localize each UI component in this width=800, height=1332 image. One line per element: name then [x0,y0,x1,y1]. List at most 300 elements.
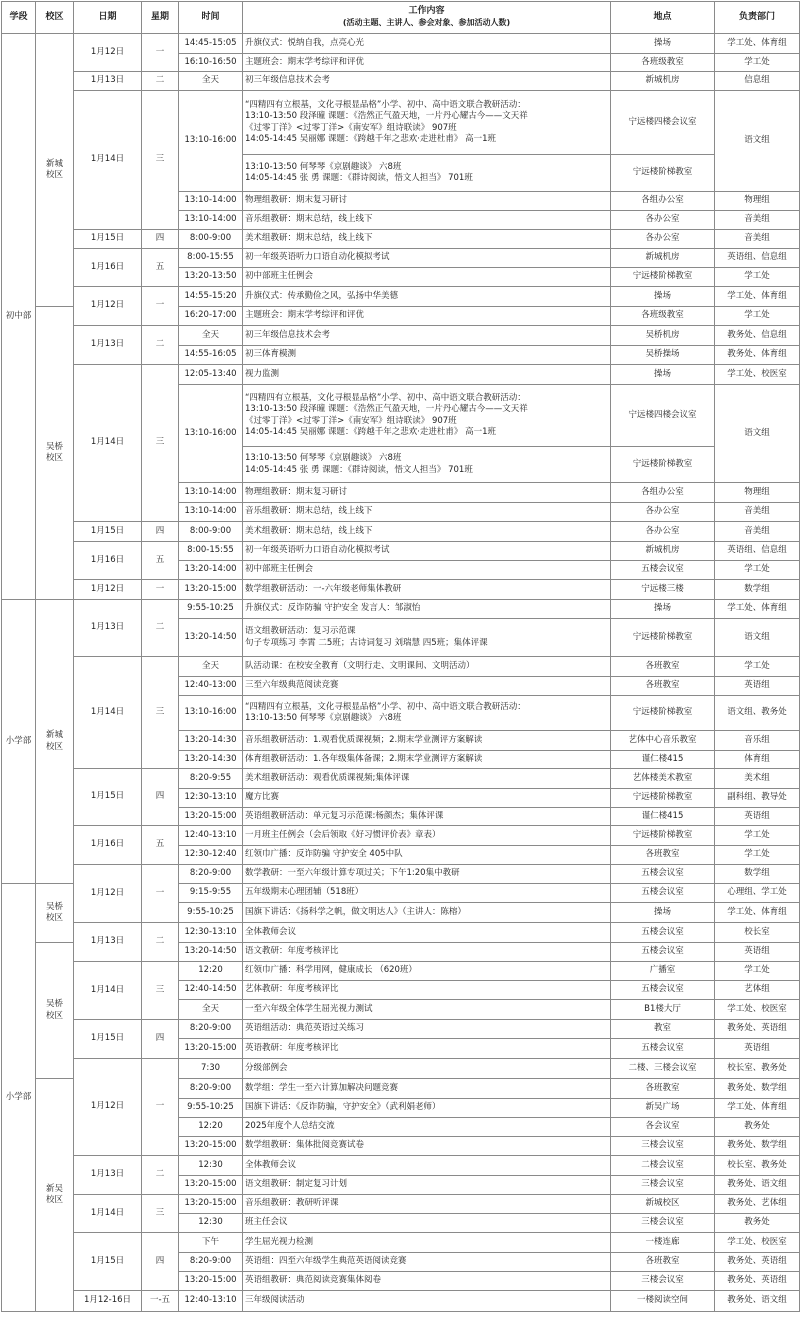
content-cell [243,1079,611,1099]
dept-cell: 英语组 [715,943,800,962]
content-line: 升旗仪式：悦纳自我，点亮心光 [245,37,365,48]
content-cell [243,34,611,54]
place-cell: 新城校区 [611,1195,715,1214]
header-place: 地点 [611,2,715,34]
place-cell: 吴桥操场 [611,346,715,365]
content-line: 班主任会议 [245,1217,288,1228]
content-cell [243,751,611,769]
weekday-cell: 一-五 [142,1291,179,1312]
schedule-body [2,34,800,1312]
content-line: 主题班会：期末学考综评和评优 [245,310,365,321]
dept-cell: 语文组 [715,91,800,192]
content-line: 艺体教研：年度考核评比 [245,984,339,995]
content-line: 英语组教研活动：单元复习示范课:杨颜杰；集体评课 [245,810,444,821]
weekday-cell: 四 [142,522,179,542]
weekday-cell: 一 [142,580,179,600]
time-cell: 全天 [179,657,243,677]
weekday-cell: 三 [142,91,179,230]
dept-cell: 音乐组 [715,731,800,751]
content-line: 主题班会：期末学考综评和评优 [245,56,365,67]
dept-cell: 副科组、教导处 [715,789,800,808]
table-row [2,365,800,385]
time-cell: 16:20-17:00 [179,307,243,326]
content-cell [243,1253,611,1272]
content-line: “四精四有立根基，文化寻根显品格”小学、初中、高中语文联合教研活动： [245,393,526,404]
content-cell [243,385,611,447]
date-cell: 1月13日 [74,1156,142,1195]
content-line: “四精四有立根基，文化寻根显品格”小学、初中、高中语文联合教研活动： [245,100,526,111]
time-cell: 13:10-16:00 [179,91,243,192]
content-line: 美术组教研活动：观看优质课视频;集体评课 [245,772,410,783]
table-row [2,1291,800,1312]
place-cell: 各会议室 [611,1118,715,1137]
table-row [2,580,800,600]
time-cell: 8:00-15:55 [179,249,243,268]
content-cell [243,155,611,192]
table-row [2,826,800,846]
table-row [2,72,800,91]
dept-cell: 学工处 [715,561,800,580]
table-row [2,91,800,155]
date-cell: 1月15日 [74,1020,142,1059]
time-cell: 14:45-15:05 [179,34,243,54]
content-cell [243,447,611,483]
header-date: 日期 [74,2,142,34]
time-cell: 14:55-16:05 [179,346,243,365]
date-cell: 1月12日 [74,580,142,600]
time-cell: 12:20 [179,962,243,981]
date-cell: 1月14日 [74,657,142,769]
time-cell: 13:10-14:00 [179,211,243,230]
content-cell [243,696,611,731]
table-row [2,522,800,542]
content-cell [243,192,611,211]
place-cell: 操场 [611,903,715,923]
content-line: 初一年级英语听力口语自动化模拟考试 [245,545,390,556]
dept-cell: 语文组 [715,385,800,483]
content-cell [243,249,611,268]
dept-cell: 教务处、英语组 [715,1020,800,1039]
section-cell: 初中部 [2,34,36,600]
time-cell: 8:20-9:00 [179,1020,243,1039]
time-cell: 8:20-9:00 [179,1079,243,1099]
place-cell: 宁远楼三楼 [611,580,715,600]
content-cell [243,1195,611,1214]
content-line: 视力监测 [245,368,280,379]
weekday-cell: 三 [142,657,179,769]
dept-cell: 教务处、语文组 [715,1291,800,1312]
place-cell: 宁远楼阶梯教室 [611,447,715,483]
place-cell: 三楼会议室 [611,1137,715,1156]
weekday-cell: 四 [142,769,179,826]
table-row [2,600,800,619]
content-cell [243,326,611,346]
content-cell [243,943,611,962]
place-cell: 宁远楼阶梯教室 [611,826,715,846]
dept-cell: 艺体组 [715,981,800,1000]
place-cell: 宁远楼阶梯教室 [611,268,715,287]
campus-cell: 吴桥校区 [36,884,74,943]
content-cell [243,542,611,561]
place-cell: 操场 [611,365,715,385]
content-line: 物理组教研：期末复习研讨 [245,486,348,497]
content-line: 国旗下讲话：《扬科学之帆，做文明达人》（主讲人：陈榕） [245,906,467,917]
dept-cell: 教务处、艺体组 [715,1195,800,1214]
time-cell: 13:20-13:50 [179,268,243,287]
header-section: 学段 [2,2,36,34]
dept-cell: 英语组 [715,677,800,696]
content-line: 13:10-13:50 何琴琴《京剧趣谈》 六8班 [245,453,402,464]
dept-cell: 学工处 [715,826,800,846]
content-cell [243,962,611,981]
campus-cell: 新城校区 [36,600,74,884]
time-cell: 9:55-10:25 [179,1099,243,1118]
place-cell: 各班教室 [611,846,715,865]
time-cell: 13:20-15:00 [179,580,243,600]
content-line: 一至六年级全体学生屈光视力测试 [245,1003,373,1014]
place-cell: 二楼会议室 [611,1156,715,1176]
weekday-cell: 一 [142,865,179,923]
time-cell: 8:00-15:55 [179,542,243,561]
dept-cell: 学工处、体育组 [715,287,800,307]
date-cell: 1月13日 [74,600,142,657]
weekday-cell: 四 [142,230,179,249]
place-cell: 三楼会议室 [611,1272,715,1291]
content-line: 分级部例会 [245,1062,288,1073]
table-row [2,1195,800,1214]
date-cell: 1月12日 [74,287,142,326]
date-cell: 1月14日 [74,1195,142,1233]
dept-cell: 学工处、校医室 [715,1000,800,1020]
time-cell: 13:20-15:00 [179,1272,243,1291]
content-cell [243,1291,611,1312]
dept-cell: 物理组 [715,192,800,211]
time-cell: 13:20-14:30 [179,751,243,769]
content-line: 红领巾广播：反诈防骗 守护安全 405中队 [245,849,403,860]
content-line: 音乐组教研：教研听评课 [245,1198,339,1209]
place-cell: 各组办公室 [611,192,715,211]
place-cell: 三楼会议室 [611,1214,715,1233]
content-line: 语文组教研：制定复习计划 [245,1179,348,1190]
place-cell: 新城机房 [611,72,715,91]
place-cell: 宁远楼四楼会议室 [611,385,715,447]
content-line: 国旗下讲话：《反诈防骗，守护安全》（武利娟老师） [245,1102,441,1113]
place-cell: 教室 [611,1020,715,1039]
time-cell: 13:20-14:50 [179,943,243,962]
content-line: 14:05-14:45 张 勇 课题：《群诗阅读，悟文人担当》 701班 [245,173,473,183]
date-cell: 1月16日 [74,826,142,865]
content-line: 《过零丁洋》<过零丁洋>《南安军》组诗联读》 907班 [245,415,457,426]
content-line: 美术组教研：期末总结，线上线下 [245,525,373,536]
campus-cell: 吴桥校区 [36,943,74,1079]
content-cell [243,211,611,230]
content-cell [243,503,611,522]
place-cell: 各办公室 [611,522,715,542]
section-cell: 小学部 [2,600,36,884]
time-cell: 14:55-15:20 [179,287,243,307]
place-cell: 五楼会议室 [611,865,715,884]
date-cell: 1月13日 [74,923,142,962]
content-line: 三年级阅读活动 [245,1295,305,1306]
content-line: 升旗仪式：传承勤俭之风，弘扬中华美德 [245,290,399,301]
dept-cell: 物理组 [715,483,800,503]
content-cell [243,600,611,619]
content-line: 初中部班主任例会 [245,564,314,575]
content-line: 数学组教研活动：一-六年级老师集体教研 [245,583,402,594]
place-cell: 一楼连廊 [611,1233,715,1253]
content-cell [243,677,611,696]
content-cell [243,981,611,1000]
header-content [243,2,611,34]
content-cell [243,1272,611,1291]
content-cell [243,865,611,884]
weekday-cell: 一 [142,1059,179,1156]
date-cell: 1月12日 [74,865,142,923]
place-cell: 二楼、三楼会议室 [611,1059,715,1079]
dept-cell: 学工处 [715,657,800,677]
date-cell: 1月16日 [74,249,142,287]
date-cell: 1月14日 [74,365,142,522]
place-cell: 各班教室 [611,657,715,677]
place-cell: 宁远楼阶梯教室 [611,696,715,731]
content-line: 全体教师会议 [245,1159,297,1170]
campus-cell: 新吴校区 [36,1079,74,1312]
date-cell: 1月16日 [74,542,142,580]
content-line: 音乐组教研活动：1.观看优质课视频；2.期末学业测评方案解读 [245,734,483,745]
content-line: 句子专项练习 李霄 二5班；古诗词复习 刘瑞慧 四5班；集体评课 [245,637,488,648]
content-line: 英语组：四至六年级学生典范英语阅读竞赛 [245,1256,407,1267]
date-cell: 1月15日 [74,1233,142,1291]
dept-cell: 学工处 [715,307,800,326]
time-cell: 9:55-10:25 [179,600,243,619]
time-cell: 13:10-14:00 [179,503,243,522]
dept-cell: 学工处、校医室 [715,365,800,385]
table-row [2,230,800,249]
content-cell [243,483,611,503]
content-cell [243,91,611,155]
table-row [2,1233,800,1253]
time-cell: 13:10-14:00 [179,483,243,503]
time-cell: 13:10-16:00 [179,385,243,483]
content-cell [243,580,611,600]
content-line: 13:10-13:50 段泽曈 课题：《浩然正气盈天地，一片丹心耀古今——文天祥 [245,404,528,415]
table-row [2,34,800,54]
content-cell [243,54,611,72]
dept-cell: 校长室、教务处 [715,1156,800,1176]
header-weekday: 星期 [142,2,179,34]
weekday-cell: 三 [142,1195,179,1233]
content-line: 三至六年级典范阅读竞赛 [245,680,339,691]
time-cell: 13:20-15:00 [179,1176,243,1195]
content-cell [243,1176,611,1195]
dept-cell: 校长室 [715,923,800,943]
content-line: 体育组教研活动：1.各年级集体备课；2.期末学业测评方案解读 [245,753,483,764]
content-cell [243,346,611,365]
place-cell: 三楼会议室 [611,1176,715,1195]
content-line: 14:05-14:45 吴丽娜 课题：《跨越千年之悲欢·走进杜甫》 高一1班 [245,133,497,144]
content-line: 音乐组教研：期末总结，线上线下 [245,214,373,225]
table-row [2,769,800,789]
place-cell: 各班教室 [611,1253,715,1272]
weekday-cell: 五 [142,826,179,865]
content-cell [243,522,611,542]
dept-cell: 教务处、语文组 [715,1176,800,1195]
time-cell: 12:20 [179,1118,243,1137]
weekday-cell: 四 [142,1233,179,1291]
content-line: 美术组教研：期末总结，线上线下 [245,233,373,244]
dept-cell: 音美组 [715,230,800,249]
content-line: 数学组：学生一至六计算加解决问题竞赛 [245,1082,399,1093]
time-cell: 全天 [179,326,243,346]
time-cell: 12:40-13:00 [179,677,243,696]
dept-cell: 学工处 [715,54,800,72]
content-cell [243,1214,611,1233]
weekday-cell: 三 [142,962,179,1020]
place-cell: 广播室 [611,962,715,981]
content-line: 13:10-13:50 何琴琴《京剧趣谈》 六8班 [245,161,402,172]
content-line: 红领巾广播：科学用网，健康成长 （620班） [245,965,417,976]
place-cell: 各办公室 [611,211,715,230]
time-cell: 8:20-9:00 [179,865,243,884]
place-cell: 各班级教室 [611,54,715,72]
time-cell: 9:15-9:55 [179,884,243,903]
content-line: 语文组教研活动：复习示范课 [245,626,356,637]
weekday-cell: 四 [142,1020,179,1059]
header-campus: 校区 [36,2,74,34]
time-cell: 9:55-10:25 [179,903,243,923]
content-cell [243,1233,611,1253]
content-line: 学生屈光视力检测 [245,1236,314,1247]
place-cell: 吴桥机房 [611,326,715,346]
place-cell: 宁远楼四楼会议室 [611,91,715,155]
content-cell [243,1099,611,1118]
content-line: 英语组活动：典范英语过关练习 [245,1023,365,1034]
content-line: 《过零丁洋》<过零丁洋>《南安军》组诗联读》 907班 [245,122,457,133]
dept-cell: 学工处、校医室 [715,1233,800,1253]
weekday-cell: 三 [142,365,179,522]
table-row [2,657,800,677]
table-row [2,249,800,268]
dept-cell: 学工处 [715,846,800,865]
dept-cell: 校长室、教务处 [715,1059,800,1079]
dept-cell: 语文组、教务处 [715,696,800,731]
dept-cell: 学工处、体育组 [715,600,800,619]
place-cell: 操场 [611,287,715,307]
content-cell [243,1059,611,1079]
content-cell [243,808,611,826]
place-cell: 各班级教室 [611,307,715,326]
time-cell: 12:30 [179,1156,243,1176]
header-row [2,2,800,34]
content-cell [243,268,611,287]
dept-cell: 英语组 [715,1039,800,1059]
content-line: 初三年级信息技术会考 [245,75,331,86]
content-line: 升旗仪式：反诈防骗 守护安全 发言人：邹淑怡 [245,603,421,614]
dept-cell: 教务处、英语组 [715,1272,800,1291]
time-cell: 8:20-9:55 [179,769,243,789]
content-cell [243,619,611,657]
place-cell: B1楼大厅 [611,1000,715,1020]
content-cell [243,561,611,580]
dept-cell: 教务处、英语组 [715,1253,800,1272]
date-cell: 1月12日 [74,34,142,72]
weekday-cell: 二 [142,326,179,365]
dept-cell: 教务处 [715,1118,800,1137]
place-cell: 宁远楼阶梯教室 [611,619,715,657]
content-line: “四精四有立根基，文化寻根显品格”小学、初中、高中语文联合教研活动： [245,701,526,712]
date-cell: 1月12-16日 [74,1291,142,1312]
content-cell [243,287,611,307]
content-cell [243,1020,611,1039]
dept-cell: 音美组 [715,503,800,522]
content-line: 14:05-14:45 张 勇 课题：《群诗阅读，悟文人担当》 701班 [245,464,473,475]
place-cell: 宁远楼阶梯教室 [611,155,715,192]
place-cell: 新城机房 [611,542,715,561]
content-cell [243,230,611,249]
section-cell: 小学部 [2,884,36,1312]
dept-cell: 数学组 [715,865,800,884]
time-cell: 7:30 [179,1059,243,1079]
time-cell: 下午 [179,1233,243,1253]
table-row [2,865,800,884]
time-cell: 12:30-12:40 [179,846,243,865]
date-cell: 1月14日 [74,91,142,230]
place-cell: 操场 [611,34,715,54]
place-cell: 新城机房 [611,249,715,268]
time-cell: 13:20-14:50 [179,619,243,657]
dept-cell: 英语组 [715,808,800,826]
place-cell: 各班教室 [611,677,715,696]
weekday-cell: 五 [142,542,179,580]
place-cell: 各班教室 [611,1079,715,1099]
dept-cell: 体育组 [715,751,800,769]
dept-cell: 美术组 [715,769,800,789]
content-line: 五年级期末心理团辅（518班） [245,887,364,898]
content-cell [243,365,611,385]
content-line: 13:10-13:50 何琴琴《京剧趣谈》 六8班 [245,713,402,723]
date-cell: 1月15日 [74,522,142,542]
dept-cell: 学工处、体育组 [715,34,800,54]
content-cell [243,307,611,326]
table-row [2,1156,800,1176]
content-cell [243,1118,611,1137]
content-line: 数学教研：一至六年级计算专项过关；下午1:20集中教研 [245,868,460,879]
content-cell [243,903,611,923]
time-cell: 12:30 [179,1214,243,1233]
weekday-cell: 一 [142,287,179,326]
place-cell: 各组办公室 [611,483,715,503]
content-cell [243,1000,611,1020]
place-cell: 五楼会议室 [611,1039,715,1059]
table-row [2,923,800,943]
date-cell: 1月13日 [74,326,142,365]
content-line: 2025年度个人总结交流 [245,1121,335,1132]
place-cell: 新吴广场 [611,1099,715,1118]
place-cell: 谨仁楼415 [611,808,715,826]
content-line: 语文教研：年度考核评比 [245,946,339,957]
content-line: 队活动课：在校安全教育（文明行走、文明课间、文明活动） [245,660,475,671]
place-cell: 各办公室 [611,503,715,522]
date-cell: 1月13日 [74,72,142,91]
time-cell: 8:00-9:00 [179,522,243,542]
time-cell: 12:30-13:10 [179,923,243,943]
time-cell: 8:20-9:00 [179,1253,243,1272]
time-cell: 12:40-13:10 [179,826,243,846]
time-cell: 8:00-9:00 [179,230,243,249]
weekday-cell: 二 [142,600,179,657]
dept-cell: 音美组 [715,522,800,542]
table-row [2,1020,800,1039]
